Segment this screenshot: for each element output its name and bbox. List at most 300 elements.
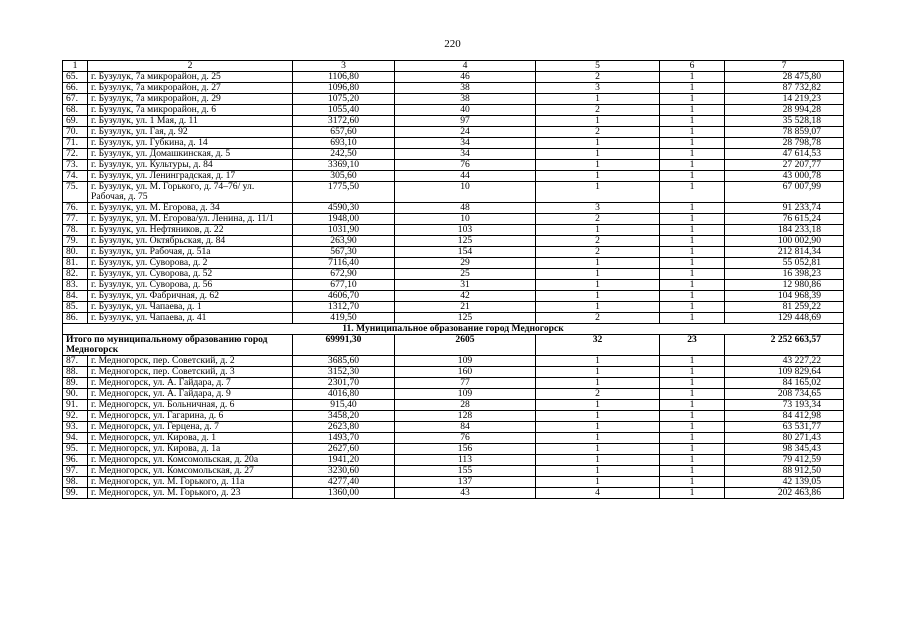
row-number: 92.	[63, 411, 88, 422]
area: 3172,60	[293, 116, 395, 127]
col4-value: 125	[395, 313, 536, 324]
col6-value: 1	[660, 105, 725, 116]
address: г. Медногорск, ул. М. Горького, д. 11а	[88, 477, 293, 488]
col4-value: 34	[395, 149, 536, 160]
address: г. Бузулук, ул. Гая, д. 92	[88, 127, 293, 138]
area: 2627,60	[293, 444, 395, 455]
row-number: 82.	[63, 269, 88, 280]
row-number: 79.	[63, 236, 88, 247]
row-number: 93.	[63, 422, 88, 433]
area: 4016,80	[293, 389, 395, 400]
col6-value: 1	[660, 94, 725, 105]
area: 419,50	[293, 313, 395, 324]
address: г. Медногорск, ул. Комсомольская, д. 27	[88, 466, 293, 477]
address: г. Бузулук, ул. Фабричная, д. 62	[88, 291, 293, 302]
col6-value: 1	[660, 302, 725, 313]
table-row	[63, 302, 844, 313]
table-row	[63, 214, 844, 225]
table-row	[63, 400, 844, 411]
col6-value: 1	[660, 477, 725, 488]
col5-value: 1	[536, 444, 660, 455]
col6-value: 1	[660, 72, 725, 83]
col6-value: 1	[660, 389, 725, 400]
table-body-mednogorsk	[63, 356, 844, 499]
col5-value: 1	[536, 378, 660, 389]
col4-value: 77	[395, 378, 536, 389]
col4-value: 103	[395, 225, 536, 236]
address: г. Бузулук, ул. Культуры, д. 84	[88, 160, 293, 171]
row-number: 73.	[63, 160, 88, 171]
table-row	[63, 367, 844, 378]
col5-value: 2	[536, 105, 660, 116]
area: 1775,50	[293, 182, 395, 203]
col4-value: 154	[395, 247, 536, 258]
area: 7116,40	[293, 258, 395, 269]
table-row	[63, 378, 844, 389]
col5-value: 1	[536, 411, 660, 422]
col6-value: 1	[660, 160, 725, 171]
address: г. Бузулук, 7а микрорайон, д. 25	[88, 72, 293, 83]
col6-value: 1	[660, 356, 725, 367]
col5-value: 3	[536, 203, 660, 214]
total-col6: 23	[660, 335, 725, 356]
row-number: 90.	[63, 389, 88, 400]
col5-value: 1	[536, 269, 660, 280]
col4-value: 97	[395, 116, 536, 127]
address: г. Бузулук, ул. Суворова, д. 56	[88, 280, 293, 291]
address: г. Медногорск, пер. Советский, д. 2	[88, 356, 293, 367]
address: г. Бузулук, ул. Домашкинская, д. 5	[88, 149, 293, 160]
cost: 129 448,69	[725, 313, 844, 324]
area: 1031,90	[293, 225, 395, 236]
area: 1312,70	[293, 302, 395, 313]
col5-value: 1	[536, 455, 660, 466]
row-number: 75.	[63, 182, 88, 203]
col4-value: 125	[395, 236, 536, 247]
col4-value: 28	[395, 400, 536, 411]
row-number: 81.	[63, 258, 88, 269]
cost: 100 002,90	[725, 236, 844, 247]
cost: 63 531,77	[725, 422, 844, 433]
col6-value: 1	[660, 214, 725, 225]
section-heading-row	[63, 324, 844, 335]
address: г. Бузулук, ул. М. Егорова/ул. Ленина, д. 11/1	[88, 214, 293, 225]
col6-value: 1	[660, 182, 725, 203]
col4-value: 21	[395, 302, 536, 313]
col6-value: 1	[660, 488, 725, 499]
col6-value: 1	[660, 291, 725, 302]
area: 1493,70	[293, 433, 395, 444]
col5-value: 1	[536, 367, 660, 378]
col6-value: 1	[660, 116, 725, 127]
address: г. Бузулук, ул. М. Егорова, д. 34	[88, 203, 293, 214]
address: г. Бузулук, ул. Чапаева, д. 41	[88, 313, 293, 324]
col6-value: 1	[660, 466, 725, 477]
col5-value: 1	[536, 160, 660, 171]
address: г. Бузулук, 7а микрорайон, д. 6	[88, 105, 293, 116]
col6-value: 1	[660, 269, 725, 280]
col4-value: 44	[395, 171, 536, 182]
area: 242,50	[293, 149, 395, 160]
col4-value: 46	[395, 72, 536, 83]
row-number: 89.	[63, 378, 88, 389]
address: г. Бузулук, 7а микрорайон, д. 29	[88, 94, 293, 105]
row-number: 66.	[63, 83, 88, 94]
area: 2301,70	[293, 378, 395, 389]
cost: 98 345,43	[725, 444, 844, 455]
row-number: 65.	[63, 72, 88, 83]
col4-value: 24	[395, 127, 536, 138]
col5-value: 1	[536, 94, 660, 105]
cost: 42 139,05	[725, 477, 844, 488]
cost: 184 233,18	[725, 225, 844, 236]
col6-value: 1	[660, 247, 725, 258]
table-row	[63, 160, 844, 171]
table-row	[63, 313, 844, 324]
col4-value: 31	[395, 280, 536, 291]
col5-value: 1	[536, 258, 660, 269]
row-number: 71.	[63, 138, 88, 149]
col4-value: 76	[395, 160, 536, 171]
cost: 43 227,22	[725, 356, 844, 367]
address: г. Бузулук, ул. Нефтяников, д. 22	[88, 225, 293, 236]
area: 3458,20	[293, 411, 395, 422]
cost: 76 615,24	[725, 214, 844, 225]
col5-value: 1	[536, 138, 660, 149]
col6-value: 1	[660, 225, 725, 236]
col4-value: 10	[395, 182, 536, 203]
col5-value: 2	[536, 247, 660, 258]
total-cost: 2 252 663,57	[725, 335, 844, 356]
total-col4: 2605	[395, 335, 536, 356]
table-row	[63, 83, 844, 94]
area: 657,60	[293, 127, 395, 138]
col6-value: 1	[660, 378, 725, 389]
row-number: 87.	[63, 356, 88, 367]
row-number: 77.	[63, 214, 88, 225]
cost: 84 412,98	[725, 411, 844, 422]
col5-value: 2	[536, 127, 660, 138]
table-row	[63, 171, 844, 182]
cost: 202 463,86	[725, 488, 844, 499]
cost: 91 233,74	[725, 203, 844, 214]
col4-value: 38	[395, 83, 536, 94]
col4-value: 109	[395, 389, 536, 400]
col5-value: 2	[536, 389, 660, 400]
address: г. Медногорск, ул. Комсомольская, д. 20а	[88, 455, 293, 466]
page-number: 220	[444, 38, 461, 50]
col6-value: 1	[660, 444, 725, 455]
col5-value: 1	[536, 422, 660, 433]
area: 677,10	[293, 280, 395, 291]
area: 3685,60	[293, 356, 395, 367]
total-area: 69991,30	[293, 335, 395, 356]
table-row	[63, 455, 844, 466]
cost: 84 165,02	[725, 378, 844, 389]
cost: 79 412,59	[725, 455, 844, 466]
address: г. Медногорск, ул. Герцена, д. 7	[88, 422, 293, 433]
col6-value: 1	[660, 422, 725, 433]
table-row	[63, 182, 844, 203]
cost: 87 732,82	[725, 83, 844, 94]
table-row	[63, 477, 844, 488]
table-row	[63, 247, 844, 258]
col5-value: 1	[536, 466, 660, 477]
col4-value: 10	[395, 214, 536, 225]
area: 1948,00	[293, 214, 395, 225]
total-label: Итого по муниципальному образованию город Медногорск	[63, 335, 293, 356]
cost: 27 207,77	[725, 160, 844, 171]
col4-value: 34	[395, 138, 536, 149]
address: г. Медногорск, ул. А. Гайдара, д. 7	[88, 378, 293, 389]
row-number: 98.	[63, 477, 88, 488]
col4-value: 29	[395, 258, 536, 269]
column-number: 4	[395, 61, 536, 72]
col4-value: 128	[395, 411, 536, 422]
table-row	[63, 269, 844, 280]
area: 1360,00	[293, 488, 395, 499]
col4-value: 48	[395, 203, 536, 214]
row-number: 78.	[63, 225, 88, 236]
row-number: 88.	[63, 367, 88, 378]
col5-value: 1	[536, 171, 660, 182]
address: г. Бузулук, 7а микрорайон, д. 27	[88, 83, 293, 94]
address: г. Бузулук, ул. М. Горького, д. 74–76/ ул. Рабочая, д. 75	[88, 182, 293, 203]
column-number: 1	[63, 61, 88, 72]
cost: 35 528,18	[725, 116, 844, 127]
cost: 78 859,07	[725, 127, 844, 138]
cost: 28 994,28	[725, 105, 844, 116]
area: 3369,10	[293, 160, 395, 171]
col5-value: 2	[536, 236, 660, 247]
address: г. Медногорск, ул. Кирова, д. 1а	[88, 444, 293, 455]
table-row	[63, 422, 844, 433]
cost: 81 259,22	[725, 302, 844, 313]
area: 1055,40	[293, 105, 395, 116]
cost: 80 271,43	[725, 433, 844, 444]
table-row	[63, 280, 844, 291]
area: 4590,30	[293, 203, 395, 214]
col6-value: 1	[660, 127, 725, 138]
col5-value: 2	[536, 313, 660, 324]
address: г. Бузулук, ул. 1 Мая, д. 11	[88, 116, 293, 127]
row-number: 91.	[63, 400, 88, 411]
address: г. Медногорск, ул. М. Горького, д. 23	[88, 488, 293, 499]
address: г. Бузулук, ул. Губкина, д. 14	[88, 138, 293, 149]
address: г. Бузулук, ул. Чапаева, д. 1	[88, 302, 293, 313]
col6-value: 1	[660, 400, 725, 411]
col4-value: 76	[395, 433, 536, 444]
address: г. Медногорск, ул. Больничная, д. 6	[88, 400, 293, 411]
address: г. Медногорск, ул. Гагарина, д. 6	[88, 411, 293, 422]
col6-value: 1	[660, 149, 725, 160]
area: 1096,80	[293, 83, 395, 94]
table-row	[63, 236, 844, 247]
col4-value: 156	[395, 444, 536, 455]
area: 4277,40	[293, 477, 395, 488]
register-table	[62, 60, 844, 499]
area: 915,40	[293, 400, 395, 411]
col4-value: 113	[395, 455, 536, 466]
col5-value: 2	[536, 214, 660, 225]
col5-value: 1	[536, 477, 660, 488]
col6-value: 1	[660, 433, 725, 444]
table-row	[63, 127, 844, 138]
table-row	[63, 411, 844, 422]
col6-value: 1	[660, 203, 725, 214]
col4-value: 155	[395, 466, 536, 477]
col6-value: 1	[660, 313, 725, 324]
col4-value: 40	[395, 105, 536, 116]
table-row	[63, 488, 844, 499]
cost: 16 398,23	[725, 269, 844, 280]
col5-value: 3	[536, 83, 660, 94]
col6-value: 1	[660, 138, 725, 149]
row-number: 76.	[63, 203, 88, 214]
col5-value: 1	[536, 182, 660, 203]
row-number: 84.	[63, 291, 88, 302]
cost: 212 814,34	[725, 247, 844, 258]
col5-value: 1	[536, 356, 660, 367]
row-number: 96.	[63, 455, 88, 466]
area: 672,90	[293, 269, 395, 280]
col6-value: 1	[660, 280, 725, 291]
column-number: 2	[88, 61, 293, 72]
col6-value: 1	[660, 367, 725, 378]
row-number: 97.	[63, 466, 88, 477]
col6-value: 1	[660, 258, 725, 269]
table-row	[63, 138, 844, 149]
row-number: 70.	[63, 127, 88, 138]
col4-value: 160	[395, 367, 536, 378]
table-row	[63, 258, 844, 269]
col6-value: 1	[660, 83, 725, 94]
area: 3230,60	[293, 466, 395, 477]
total-col5: 32	[536, 335, 660, 356]
row-number: 86.	[63, 313, 88, 324]
area: 305,60	[293, 171, 395, 182]
row-number: 74.	[63, 171, 88, 182]
col6-value: 1	[660, 455, 725, 466]
column-number: 7	[725, 61, 844, 72]
row-number: 85.	[63, 302, 88, 313]
col5-value: 2	[536, 72, 660, 83]
col5-value: 1	[536, 400, 660, 411]
col4-value: 42	[395, 291, 536, 302]
table-row	[63, 116, 844, 127]
area: 4606,70	[293, 291, 395, 302]
table-row	[63, 466, 844, 477]
address: г. Бузулук, ул. Октябрьская, д. 84	[88, 236, 293, 247]
col4-value: 25	[395, 269, 536, 280]
table-row	[63, 203, 844, 214]
area: 693,10	[293, 138, 395, 149]
cost: 28 798,78	[725, 138, 844, 149]
col6-value: 1	[660, 236, 725, 247]
address: г. Бузулук, ул. Суворова, д. 2	[88, 258, 293, 269]
column-number-row	[63, 61, 844, 72]
total-row	[63, 335, 844, 356]
address: г. Бузулук, ул. Суворова, д. 52	[88, 269, 293, 280]
area: 2623,80	[293, 422, 395, 433]
table-row	[63, 356, 844, 367]
section-heading: 11. Муниципальное образование город Медногорск	[63, 324, 844, 335]
col5-value: 1	[536, 433, 660, 444]
address: г. Медногорск, пер. Советский, д. 3	[88, 367, 293, 378]
cost: 43 000,78	[725, 171, 844, 182]
col4-value: 137	[395, 477, 536, 488]
cost: 73 193,34	[725, 400, 844, 411]
col5-value: 1	[536, 116, 660, 127]
cost: 28 475,80	[725, 72, 844, 83]
cost: 12 980,86	[725, 280, 844, 291]
col5-value: 4	[536, 488, 660, 499]
row-number: 69.	[63, 116, 88, 127]
area: 1075,20	[293, 94, 395, 105]
table-row	[63, 291, 844, 302]
col5-value: 1	[536, 149, 660, 160]
column-number: 6	[660, 61, 725, 72]
cost: 14 219,23	[725, 94, 844, 105]
table-row	[63, 444, 844, 455]
col4-value: 43	[395, 488, 536, 499]
row-number: 99.	[63, 488, 88, 499]
table-row	[63, 149, 844, 160]
col5-value: 1	[536, 302, 660, 313]
col4-value: 109	[395, 356, 536, 367]
row-number: 72.	[63, 149, 88, 160]
area: 263,90	[293, 236, 395, 247]
col5-value: 1	[536, 225, 660, 236]
table-row	[63, 433, 844, 444]
table-row	[63, 72, 844, 83]
table-row	[63, 105, 844, 116]
address: г. Бузулук, ул. Ленинградская, д. 17	[88, 171, 293, 182]
table-row	[63, 225, 844, 236]
cost: 109 829,64	[725, 367, 844, 378]
row-number: 80.	[63, 247, 88, 258]
cost: 67 007,99	[725, 182, 844, 203]
table-row	[63, 94, 844, 105]
col6-value: 1	[660, 411, 725, 422]
area: 1941,20	[293, 455, 395, 466]
cost: 47 614,53	[725, 149, 844, 160]
cost: 55 052,81	[725, 258, 844, 269]
cost: 88 912,50	[725, 466, 844, 477]
address: г. Бузулук, ул. Рабочая, д. 51а	[88, 247, 293, 258]
area: 1106,80	[293, 72, 395, 83]
row-number: 68.	[63, 105, 88, 116]
col5-value: 1	[536, 280, 660, 291]
row-number: 95.	[63, 444, 88, 455]
col5-value: 1	[536, 291, 660, 302]
cost: 208 734,65	[725, 389, 844, 400]
row-number: 94.	[63, 433, 88, 444]
column-number: 3	[293, 61, 395, 72]
row-number: 67.	[63, 94, 88, 105]
col4-value: 38	[395, 94, 536, 105]
section-block	[63, 324, 844, 356]
column-number: 5	[536, 61, 660, 72]
area: 567,30	[293, 247, 395, 258]
col6-value: 1	[660, 171, 725, 182]
address: г. Медногорск, ул. Кирова, д. 1	[88, 433, 293, 444]
col4-value: 84	[395, 422, 536, 433]
table-body-buzuluk	[63, 61, 844, 324]
cost: 104 968,39	[725, 291, 844, 302]
table-row	[63, 389, 844, 400]
row-number: 83.	[63, 280, 88, 291]
